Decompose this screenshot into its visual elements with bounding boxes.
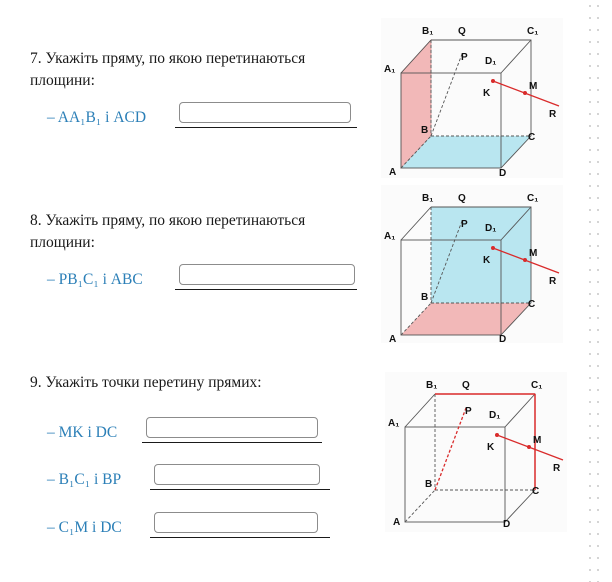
- cube-figure-q9: [385, 372, 567, 532]
- answer-underline: [150, 537, 330, 538]
- label-C1: C₁: [527, 26, 539, 37]
- question-9-answer-row-3: [47, 518, 330, 538]
- label-D1: D₁: [485, 223, 497, 234]
- label-K: K: [483, 255, 491, 266]
- label-R: R: [549, 276, 557, 287]
- label-C1: C₁: [531, 380, 543, 391]
- label-B1: B₁: [422, 193, 434, 204]
- answer-label: – AA₁B₁ і ACD: [47, 109, 147, 126]
- label-Q: Q: [462, 380, 470, 391]
- label-D: D: [503, 519, 511, 530]
- answer-input-q9-mk-dc[interactable]: [146, 417, 318, 438]
- question-8-text: 8. Укажіть пряму, по якою перетинаються площини:: [30, 212, 306, 251]
- question-9-answer-row-2: [47, 470, 330, 490]
- answer-underline: [150, 489, 330, 490]
- label-D1: D₁: [489, 410, 501, 421]
- question-7-text: 7. Укажіть пряму, по якою перетинаються площини:: [30, 50, 306, 89]
- question-8-answer-row: [47, 270, 357, 290]
- answer-input-q7[interactable]: [179, 102, 351, 123]
- label-A1: A₁: [384, 231, 396, 242]
- label-D: D: [499, 168, 507, 178]
- label-Q: Q: [458, 26, 466, 37]
- cube-figure-q8: [381, 185, 563, 343]
- label-C: C: [528, 299, 536, 310]
- label-B: B: [425, 479, 433, 490]
- label-M: M: [529, 81, 538, 92]
- label-K: K: [483, 88, 491, 99]
- label-P: P: [465, 406, 472, 417]
- label-B: B: [421, 125, 429, 136]
- label-P: P: [461, 52, 468, 63]
- label-B: B: [421, 292, 429, 303]
- question-9-answer-row-1: [47, 423, 322, 443]
- cube-figure-q7: [381, 18, 563, 178]
- label-M: M: [529, 248, 538, 259]
- label-D: D: [499, 334, 507, 343]
- label-C: C: [532, 486, 540, 497]
- label-C: C: [528, 132, 536, 143]
- answer-input-q9-b1c1-bp[interactable]: [154, 464, 320, 485]
- label-B1: B₁: [422, 26, 434, 37]
- answer-label: – PB₁C₁ і ABC: [47, 271, 143, 288]
- answer-label: – B₁C₁ і BP: [47, 471, 122, 488]
- label-M: M: [533, 435, 542, 446]
- label-B1: B₁: [426, 380, 438, 391]
- label-A1: A₁: [388, 418, 400, 429]
- label-K: K: [487, 442, 495, 453]
- label-A: A: [389, 334, 397, 343]
- label-Q: Q: [458, 193, 466, 204]
- label-C1: C₁: [527, 193, 539, 204]
- page-dot-border: [586, 0, 604, 582]
- label-A1: A₁: [384, 64, 396, 75]
- label-P: P: [461, 219, 468, 230]
- question-9-text: 9. Укажіть точки перетину прямих:: [30, 374, 262, 391]
- answer-underline: [142, 442, 322, 443]
- answer-underline: [175, 289, 357, 290]
- answer-label: – MK і DC: [47, 424, 118, 441]
- label-R: R: [553, 463, 561, 474]
- label-A: A: [393, 517, 401, 528]
- answer-underline: [175, 127, 357, 128]
- label-D1: D₁: [485, 56, 497, 67]
- answer-input-q9-c1m-dc[interactable]: [154, 512, 318, 533]
- label-A: A: [389, 167, 397, 178]
- question-7-answer-row: [47, 108, 357, 128]
- label-R: R: [549, 109, 557, 120]
- answer-label: – C₁M і DC: [47, 519, 122, 536]
- answer-input-q8[interactable]: [179, 264, 355, 285]
